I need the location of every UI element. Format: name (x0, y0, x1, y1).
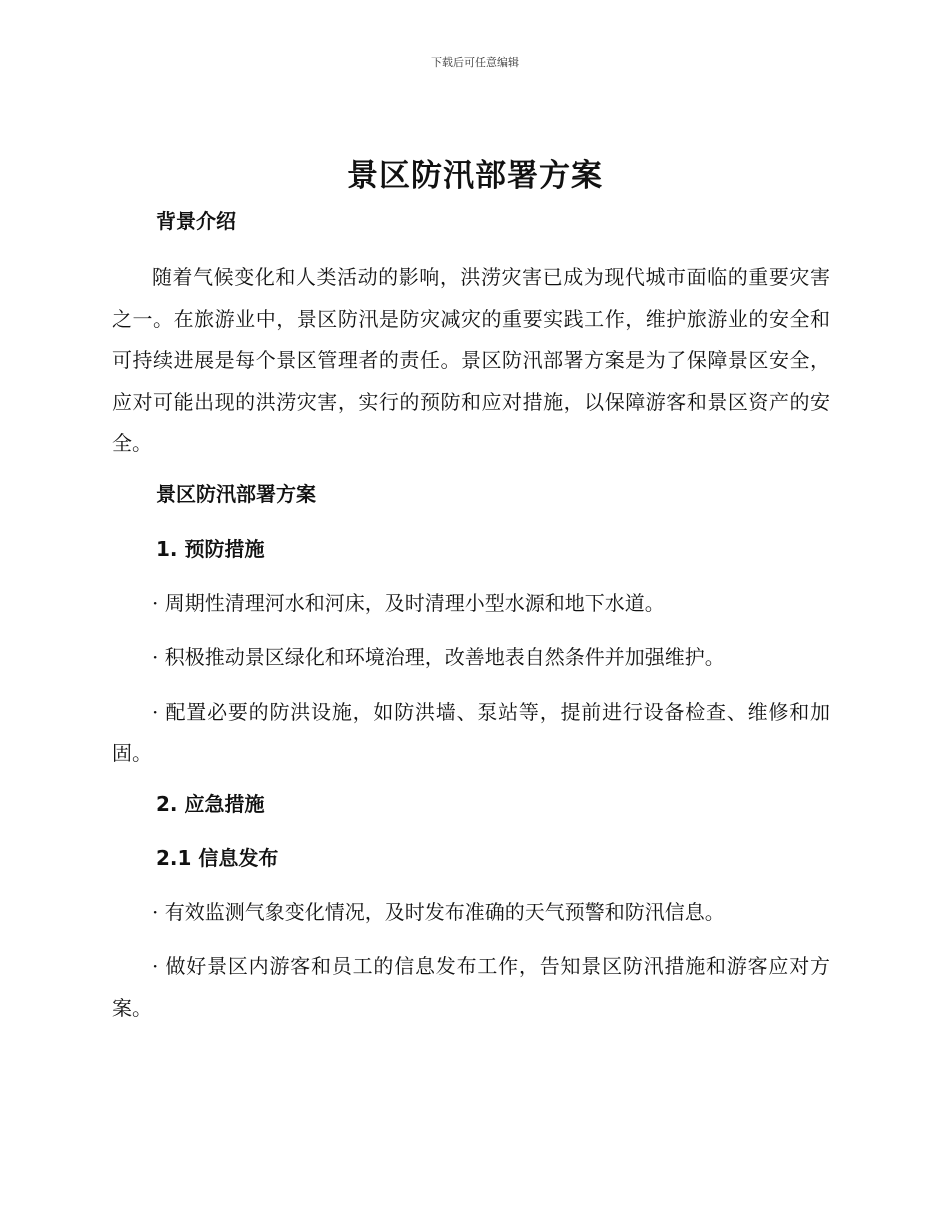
section-heading-background: 背景介绍 (156, 209, 236, 233)
prevention-item: · 积极推动景区绿化和环境治理，改善地表自然条件并加强维护。 (152, 645, 725, 669)
prevention-item: · 配置必要的防洪设施，如防洪墙、泵站等，提前进行设备检查、维修和加固。 (112, 699, 830, 765)
prevention-item: · 周期性清理河水和河床，及时清理小型水源和地下水道。 (152, 590, 665, 615)
subsection-heading-info: 2.1 信息发布 (156, 845, 279, 870)
section-heading-prevention: 1. 预防措施 (156, 536, 265, 561)
section-heading-plan: 景区防汛部署方案 (156, 481, 316, 506)
section-heading-emergency: 2. 应急措施 (156, 791, 265, 816)
document-title: 景区防汛部署方案 (347, 158, 603, 194)
background-paragraph: 随着气候变化和人类活动的影响，洪涝灾害已成为现代城市面临的重要灾害之一。在旅游业中，景区防汛是防灾减灾的重要实践工作，维护旅游业的安全和可持续进展是每个景区管理者的责任。景区防汛部署方案是为了保障景区安全，应对可能出现的洪涝灾害，实行的预防和应对措施，以保障游客和景区资产的安全。 (112, 265, 830, 455)
info-item: · 做好景区内游客和员工的信息发布工作，告知景区防汛措施和游客应对方案。 (112, 954, 830, 1020)
page-header-note: 下载后可任意编辑 (431, 56, 519, 69)
info-item: · 有效监测气象变化情况，及时发布准确的天气预警和防汛信息。 (152, 899, 725, 924)
document-body (112, 206, 830, 1029)
